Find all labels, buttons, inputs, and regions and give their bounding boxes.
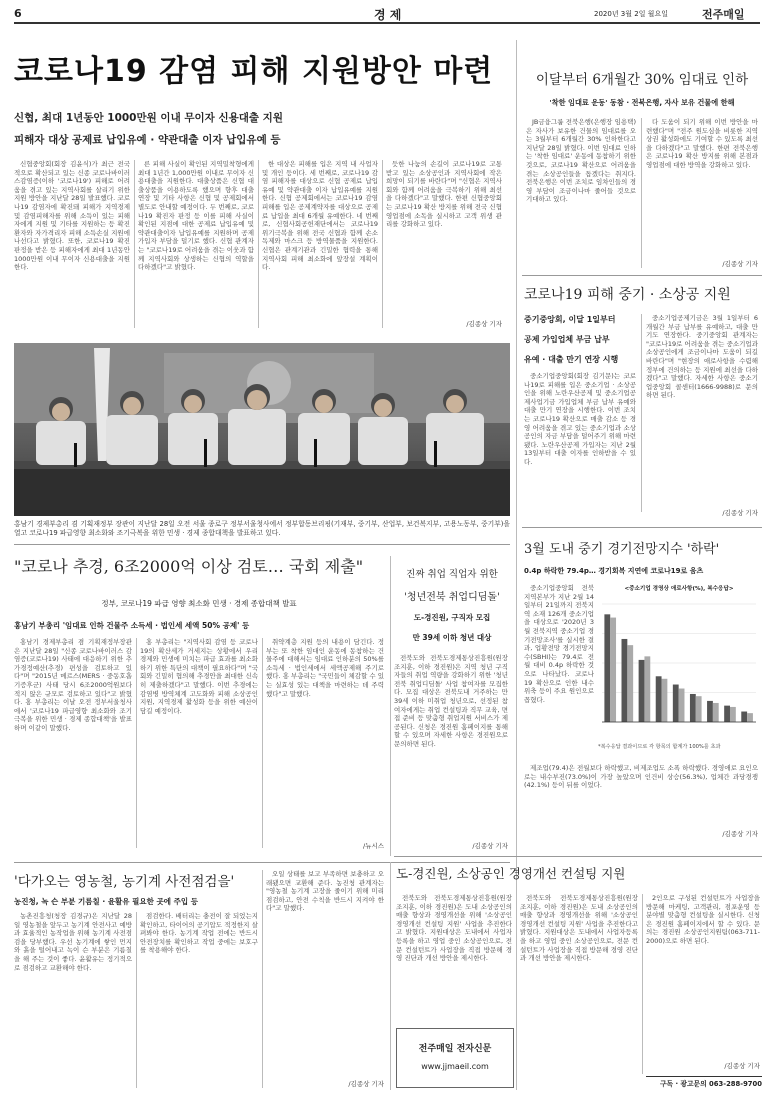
- article-1-col-2-text: 른 피해 사실이 확인된 지역밀착형에게 최대 1년간 1,000만원 이내로 무이자 신용대출을 지원한다. 대출상품은 신협 대출상품을 이용하도록 했으며 향후 대출 연장 및 기타 사항은 신협 및 공제회에서 별도로 안내할 예정이다. 두 번째로, 코로나19 확진자 판정 등 이를 피해 사실이 확인된 지점에 대한 공제료 납입유예 및 약관대출이자 납입유예를 지원하며 공제 가입자 부담을 덜기로 했다. 신협 관계자는 "코로나19로 어려움을 겪는 이웃과 함께 지역사회와 상생하는 신협의 역할을 다하겠다"고 밝혔다.: [138, 160, 254, 272]
- article-2-byline: /김종상 기자: [722, 260, 758, 268]
- article-7-headline: '다가오는 영농철, 농기계 사전점검을': [14, 874, 235, 890]
- chart-bar: [627, 645, 633, 722]
- photo-caption: 홍남기 경제부총리 겸 기획재정부 장관이 지난달 28일 오전 서울 종로구 정부서울청사에서 정부합동브리핑(기재부, 중기부, 산업부, 보건복지부, 고용노동부, 중기부)을 열고 코로나19 파급영향 최소화와 조기극복을 위한 민생 · 경제 종합대책을 발표하고 있다.: [14, 520, 510, 537]
- article-6-body-1: [524, 584, 594, 762]
- chart-bar: [707, 701, 713, 722]
- article-1-byline: /김종상 기자: [466, 320, 502, 328]
- article-8-col-2: [520, 894, 638, 1088]
- article-1-col-1: [14, 160, 130, 330]
- article-4-col-1: [14, 638, 132, 850]
- article-3-subhead-1: 중기중앙회, 이달 1일부터: [524, 315, 616, 324]
- chart-title: <중소기업 경영상 애로사항(%), 복수응답>: [624, 586, 734, 592]
- chart-bar: [679, 689, 685, 722]
- chart-bar: [741, 712, 747, 722]
- article-6-body-2: [524, 764, 758, 824]
- paper-name: 전주매일: [702, 8, 745, 21]
- article-8-col-1-text: 전북도와 전북도경제통상진흥원(원장 조지훈, 이하 경진원)은 도내 소상공인의 매출 향상과 경영개선을 위해 '소상공인 경영개선 컨설팅 지원' 사업을 추진한다고 밝혔다. 지원대상은 도내에서 사업자등록을 하고 영업 중인 소상공인으로, 전문 컨설턴트가 사업장을 직접 방문해 경영 진단과 개선 방안을 제시한다.: [396, 894, 512, 963]
- article-7-col-2: [140, 912, 258, 1088]
- chart-bar: [622, 639, 628, 722]
- article-2-col-2-text: 다 도움이 되기 위해 이번 방안을 마련했다"며 "전주 원도심을 비롯한 지역상권 활성화에도 기여할 수 있도록 최선을 다하겠다"고 말했다. 한편 전북은행은 코로나19 확산 방지를 위해 본점과 영업점에 대한 방역을 강화하고 있다.: [646, 118, 758, 169]
- e-paper-ad[interactable]: [396, 1028, 514, 1088]
- article-5-byline: /김종상 기자: [472, 842, 508, 850]
- article-8-col-3-text: 2인으로 구성된 컨설턴트가 사업장을 방문해 마케팅, 고객관리, 점포운영 등 분야별 맞춤형 컨설팅을 실시한다. 신청은 경진원 홈페이지에서 할 수 있다. 문의는 경진원 소상공인지원팀(063-711-2000)으로 하면 된다.: [646, 894, 760, 945]
- article-7-col-3: [266, 870, 384, 1074]
- article-4-headline: "코로나 추경, 6조2000억 이상 검토… 국회 제출": [14, 557, 364, 576]
- article-4-col-2-text: 홍 부총리는 "지역사회 감염 등 코로나19의 확산세가 거세지는 상황에서 우리 경제와 민생에 미치는 파급 효과를 최소화하기 위한 특단의 대책이 필요하다"며 "국회와 긴밀히 협의해 추경안을 최대한 신속히 제출하겠다"고 말했다. 이번 추경에는 감염병 방역체계 고도화와 피해 소상공인 지원, 지역경제 활성화 등을 위한 예산이 담길 예정이다.: [140, 638, 258, 715]
- article-4-byline: /뉴시스: [362, 842, 384, 850]
- divider: [641, 118, 642, 268]
- divider: [641, 314, 642, 512]
- article-6-subhead: 0.4p 하락한 79.4p… 경기회복 지연에 코로나19로 움츠: [524, 567, 704, 575]
- divider: [136, 912, 137, 1088]
- briefing-photo: [14, 343, 510, 516]
- ad-title: 전주매일 전자신문: [418, 1044, 492, 1054]
- article-4-col-2: [140, 638, 258, 850]
- divider: [136, 638, 137, 848]
- article-5-headline-2: '청년전북 취업디딤돌': [404, 592, 500, 603]
- article-5-subhead-1: 도-경진원, 구직자 모집: [413, 613, 491, 622]
- chart-bar: [696, 696, 702, 722]
- article-8-headline: 도-경진원, 소상공인 경영개선 컨설팅 지원: [396, 866, 626, 881]
- article-3-col-2: [646, 314, 758, 504]
- article-8-col-1: [396, 894, 512, 1022]
- chart-svg: [598, 598, 760, 736]
- divider: [262, 870, 263, 1088]
- article-4-subhead: 정부, 코로나19 파급 영향 최소화 민생 · 경제 종합대책 발표: [101, 599, 297, 608]
- article-7-subhead: 농진청, 녹 슨 부분 기름칠 · 윤활유 필요한 곳에 주입 등: [14, 897, 198, 906]
- divider: [14, 862, 510, 863]
- section-title: 경 제: [374, 8, 402, 22]
- issue-date: 2020년 3월 2일 월요일: [594, 10, 668, 18]
- chart-bar: [673, 685, 679, 722]
- article-6-byline: /김종상 기자: [722, 830, 758, 838]
- article-7-col-2-text: 점검한다. 배터리는 충전이 잘 되었는지 확인하고, 타이어의 공기압도 적정한지 살펴봐야 한다. 농기계 작업 전에는 반드시 안전장치를 확인하고 작업 중에는 보호구를 착용해야 한다.: [140, 912, 258, 955]
- briefing-photo-graphic: [14, 343, 510, 516]
- article-3-byline: /김종상 기자: [722, 509, 758, 517]
- article-3-col-1-text: 중소기업중앙회(회장 김기문)는 코로나19로 피해를 입은 중소기업 · 소상공인을 위해 노란우산공제 및 중소기업공제사업기금 가입업체 부금 납부 유예와 대출 만기 연장을 시행한다. 이번 조치는 코로나19 확산으로 매출 감소 등 경영 어려움을 겪고 있는 중소기업과 소상공인의 자금 부담을 덜어주기 위해 마련됐다. 노란우산공제 가입자는 지난 2월 13일부터 대출 이자를 인하받을 수 있다.: [524, 372, 636, 466]
- ad-url[interactable]: www.jjmaeil.com: [421, 1062, 489, 1071]
- chart-footnote: *복수응답 결과이므로 각 항목의 합계가 100%를 초과: [598, 744, 721, 750]
- obstacles-chart: [598, 584, 760, 740]
- chart-bar: [604, 614, 610, 722]
- divider: [382, 160, 383, 328]
- article-5-headline-1: 진짜 취업 직업자 위한: [406, 569, 498, 580]
- article-4-col-1-text: 홍남기 경제부총리 겸 기획재정부장관은 지난달 28일 "신종 코로나바이러스 감염증(코로나19) 사태에 대응하기 위한 추가경정예산(추경) 편성을 검토하고 있다"며 "2015년 메르스(MERS · 중동호흡기증후군) 사태 당시 6조2000억원보다 적지 않은 규모로 검토하고 있다"고 밝혔다. 홍 부총리는 이날 오전 정부서울청사에서 '코로나19 파급영향 최소화와 조기극복을 위한 민생 · 경제 종합대책'을 발표하며 이같이 말했다.: [14, 638, 132, 732]
- page-number: 6: [14, 7, 22, 20]
- divider: [522, 275, 762, 276]
- chart-bar: [656, 676, 662, 722]
- article-3-col-1: [524, 372, 636, 512]
- article-2-col-1: [526, 118, 636, 268]
- article-1-col-2: [138, 160, 254, 330]
- article-6-headline: 3월 도내 중기 경기전망지수 '하락': [524, 542, 720, 557]
- chart-bar: [662, 679, 668, 722]
- article-8-col-2-text: 전북도와 전북도경제통상진흥원(원장 조지훈, 이하 경진원)은 도내 소상공인의 매출 향상과 경영개선을 위해 '소상공인 경영개선 컨설팅 지원' 사업을 추진한다고 밝혔다. 지원대상은 도내에서 사업자등록을 하고 영업 중인 소상공인으로, 전문 컨설턴트가 사업장을 직접 방문해 경영 진단과 개선 방안을 제시한다.: [520, 894, 638, 963]
- chart-bar: [747, 713, 753, 722]
- article-1-col-1-text: 신협중앙회(회장 김윤식)가 최근 전국적으로 확산되고 있는 신종 코로나바이러스감염증(이하 '코로나19') 피해로 어려움을 겪고 있는 지역사회를 살리기 위한 지원 방안을 지난달 28일 발표했다. 코로나19 감염자에 확진돼 피해가 지역경제 및 감염피해자를 위해 소득이 있는 피해자에게 지원 및 기타를 지원하는 등 확진환자와 자가격리자 피해 소득손실 지원에 나선다고 밝혔다. 또한, 코로나19 확진 판정을 받은 등 피해자에게 최대 1년동안 1000만원 이내 무이자 신용대출을 지원한다.: [14, 160, 130, 272]
- divider: [262, 638, 263, 848]
- article-5-body-text: 전북도와 전북도경제통상진흥원(원장 조지훈, 이하 경진원)은 지역 청년 구직자들의 취업 역량을 강화하기 위한 '청년전북 취업디딤돌' 사업 참여자를 모집한다. 모집 대상은 전북도내 거주하는 만 39세 이하 미취업 청년으로, 선정된 참여자에게는 취업 컨설팅과 직무 교육, 면접 준비 등 맞춤형 취업지원 서비스가 제공된다. 신청은 경진원 홈페이지를 통해 할 수 있으며 자세한 사항은 경진원으로 문의하면 된다.: [394, 654, 508, 748]
- article-7-col-3-text: 오일 상태를 보고 부족하면 보충하고 오래됐으면 교환해 준다. 농진청 관계자는 "영농철 농기계 고장을 줄이기 위해 미리 점검하고, 안전 수칙을 반드시 지켜야 한다"고 말했다.: [266, 870, 384, 913]
- article-2-subhead: '착한 임대료 운동' 동참 · 전북은행, 자사 보유 건물에 한해: [549, 98, 735, 107]
- chart-bar: [639, 660, 645, 722]
- article-5-body: [394, 654, 508, 840]
- chart-bar: [724, 706, 730, 722]
- divider: [394, 856, 762, 857]
- article-8-byline: /김종상 기자: [724, 1062, 760, 1070]
- article-1-headline: 코로나19 감염 피해 지원방안 마련: [14, 54, 494, 89]
- chart-bar: [610, 618, 616, 722]
- article-4-col-3: [266, 638, 384, 838]
- divider: [516, 40, 517, 1090]
- article-1-subhead-1: 신협, 최대 1년동안 1000만원 이내 무이자 신용대출 지원: [14, 112, 283, 124]
- chart-bar: [690, 694, 696, 722]
- article-2-headline: 이달부터 6개월간 30% 임대료 인하: [535, 72, 749, 88]
- divider: [522, 527, 762, 528]
- chart-bar: [644, 656, 650, 722]
- article-4-col-3-text: 취약계층 지원 등의 내용이 담긴다. 정부는 또 착한 임대인 운동에 동참하는 건물주에 대해서는 임대료 인하분의 50%를 소득세 · 법인세에서 세액공제해 주기로 했다. 홍 부총리는 "국민들이 체감할 수 있는 실효성 있는 대책을 마련하는 데 주력했다"고 말했다.: [266, 638, 384, 698]
- article-7-col-1-text: 농촌진흥청(청장 김경규)은 지난달 28일 영농철을 앞두고 농기계 안전사고 예방과 효율적인 농작업을 위해 농기계 사전점검을 당부했다. 우선 농기계에 쌓인 먼지와 흙을 털어내고 녹이 슨 부분은 기름칠을 해 주는 것이 좋다. 윤활유는 정기적으로 점검하고 교환해야 한다.: [14, 912, 132, 972]
- article-3-headline: 코로나19 피해 중기 · 소상공 지원: [524, 287, 731, 303]
- article-6-body-1-text: 중소기업중앙회 전북지역본부가 지난 2월 14일부터 21일까지 전북지역 소재 126개 중소기업을 대상으로 '2020년 3월 전북지역 중소기업 경기전망조사'를 실시한 결과, 업황전망 경기전망지수(SBHI)는 79.4로 전월 대비 0.4p 하락한 것으로 나타났다. 코로나19 확산으로 인한 내수 위축 등이 주요 원인으로 꼽혔다.: [524, 584, 594, 704]
- article-6-body-2-text: 제조업(79.4)은 전월보다 하락했고, 비제조업도 소폭 하락했다. 경영애로 요인으로는 내수부진(73.0%)이 가장 높았으며 인건비 상승(56.3%), 업체간 과당경쟁(42.1%) 등이 뒤를 이었다.: [524, 764, 758, 790]
- article-1-col-4: [386, 160, 502, 310]
- page-header: [14, 6, 760, 24]
- article-1-col-4-text: 듯한 나눔의 손길이 코로나19로 고통받고 있는 소상공인과 지역사회에 작은 희망이 되기를 바란다"며 "신협은 지역사회와 함께 어려움을 극복하기 위해 최선을 다하겠다"고 말했다. 한편 신협중앙회는 코로나19 확산 방지를 위해 전국 신협 영업점에 소독을 실시하고 고객 위생 관리를 강화하고 있다.: [386, 160, 502, 229]
- divider: [14, 544, 510, 545]
- chart-bar: [730, 707, 736, 722]
- article-1-col-3-text: 한 대상은 피해를 입은 지역 내 사업자 및 개인 등이다. 세 번째로, 코로나19 감염 피해자를 대상으로 신협 공제료 납입유예 및 약관대출 이자 납입유예를 지원한다. 신협 공제회에서는 코로나19 감염 피해를 입은 공제계약자를 대상으로 공제료 납입을 최대 6개월 유예한다. 네 번째로, 신협사회공헌재단에서는 코로나19 위기극복을 위해 전국 신협과 함께 손소독제와 마스크 등 방역물품을 지원한다. 신협은 관계기관과 긴밀한 협력을 통해 지역사회 피해 최소화에 앞장설 계획이다.: [262, 160, 378, 272]
- article-1-subhead-2: 피해자 대상 공제료 납입유예 · 약관대출 이자 납입유예 등: [14, 134, 281, 146]
- article-7-byline: /김종상 기자: [348, 1080, 384, 1088]
- article-3-col-2-text: 중소기업공제기금은 3월 1일부터 6개월간 부금 납부를 유예하고, 대출 만기도 연장한다. 중기중앙회 관계자는 "코로나19로 어려움을 겪는 중소기업과 소상공인에게 조금이나마 도움이 되길 바란다"며 "현장의 애로사항을 수렴해 정부에 건의하는 등 지원에 최선을 다하겠다"고 말했다. 자세한 사항은 중소기업중앙회 콜센터(1666-9988)로 문의하면 된다.: [646, 314, 758, 400]
- article-3-subhead-3: 유예 · 대출 만기 연장 시행: [524, 355, 619, 364]
- article-4-subhead-2: 홍남기 부총리 '임대료 인하 건물주 소득세 · 법인세 세액 50% 공제' 등: [14, 621, 250, 630]
- article-2-col-2: [646, 118, 758, 208]
- article-2-col-1-text: JB금융그룹 전북은행(은행장 임용택)은 자사가 보유한 건물의 임대료를 오는 3월부터 6개월간 30% 인하한다고 지난달 28일 밝혔다. 이번 임대료 인하는 '착한 임대료' 운동에 동참하기 위한 것으로, 코로나19 확산으로 어려움을 겪는 소상공인들을 돕겠다는 취지다. 전북은행은 이번 조치로 임차인들의 경영 부담이 조금이나마 줄어들 것으로 기대하고 있다.: [526, 118, 636, 204]
- article-1-col-3: [262, 160, 378, 330]
- article-7-col-1: [14, 912, 132, 1088]
- divider: [390, 556, 391, 856]
- divider: [390, 862, 391, 1090]
- article-5-subhead-2: 만 39세 이하 청년 대상: [412, 633, 492, 642]
- article-8-col-3: [646, 894, 760, 1058]
- subscription-footer: 구독 · 광고문의 063-288-9700: [646, 1076, 762, 1088]
- divider: [134, 160, 135, 328]
- divider: [258, 160, 259, 328]
- divider: [642, 894, 643, 1074]
- article-3-subhead-2: 공제 가입업체 부금 납부: [524, 335, 610, 344]
- chart-bar: [713, 703, 719, 722]
